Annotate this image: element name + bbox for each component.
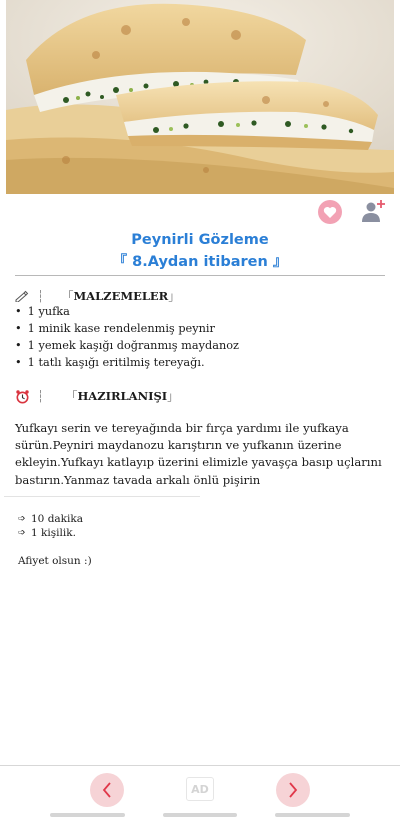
cook-time [18,512,83,526]
ingredient-item: • 1 minik kase rendelenmiş peynir [15,320,239,337]
bracket-close: 」 [168,289,180,303]
recipe-age-subtitle: 『 8.Aydan itibaren 』 [112,254,288,270]
servings-value: 1 kişilik. [31,527,76,539]
ingredients-header [15,288,180,304]
ad-badge[interactable]: AD [186,777,214,801]
bottom-navigation [0,765,400,822]
alarm-clock-icon [15,388,33,404]
chevron-left-icon [101,781,113,799]
system-nav-bar-right[interactable] [275,813,350,817]
recipe-title: Peynirli Gözleme [131,232,269,248]
arrow-icon: ➩ [18,514,26,524]
recipe-actions [0,196,400,226]
recipe-photo [6,0,394,194]
follow-user-button[interactable] [360,198,388,224]
section-divider [4,496,200,497]
like-button[interactable] [318,200,342,224]
recipe-meta [18,512,83,540]
system-nav-bar-left[interactable] [50,813,125,817]
preparation-header [15,388,179,404]
chevron-right-icon [287,781,299,799]
bracket-close: 」 [167,389,179,403]
next-recipe-button[interactable] [276,773,310,807]
pencil-icon [15,288,33,304]
ingredient-item: • 1 yemek kaşığı doğranmış maydanoz [15,337,239,354]
ingredient-item: • 1 tatlı kaşığı eritilmiş tereyağı. [15,354,239,371]
preparation-header-label: HAZIRLANIŞI [77,389,168,403]
arrow-icon: ➩ [18,528,26,538]
ingredients-list [15,303,239,371]
ingredient-item: • 1 yufka [15,303,239,320]
bracket-open: 「 [65,389,78,403]
bracket-open: 「 [61,289,74,303]
add-user-icon [360,198,388,224]
system-nav-bar-home[interactable] [163,813,237,817]
servings [18,526,83,540]
separator: ┆ [37,289,44,303]
closing-note: Afiyet olsun :) [18,555,92,567]
heart-icon [323,206,337,219]
ingredients-header-label: MALZEMELER [73,289,169,303]
preparation-text: Yufkayı serin ve tereyağında bir fırça yardımı ile yufkaya sürün.Peyniri maydanozu karıştırın ve yufkanın üzerine ekleyin.Yufkayı katlayıp üzerini elimizle yavaşça basıp uçlarını bastırın.Yanmaz tavada arkalı önlü pişirin [15,421,382,487]
title-divider [15,275,385,276]
cook-time-value: 10 dakika [31,513,84,525]
separator: ┆ [37,389,44,403]
previous-recipe-button[interactable] [90,773,124,807]
